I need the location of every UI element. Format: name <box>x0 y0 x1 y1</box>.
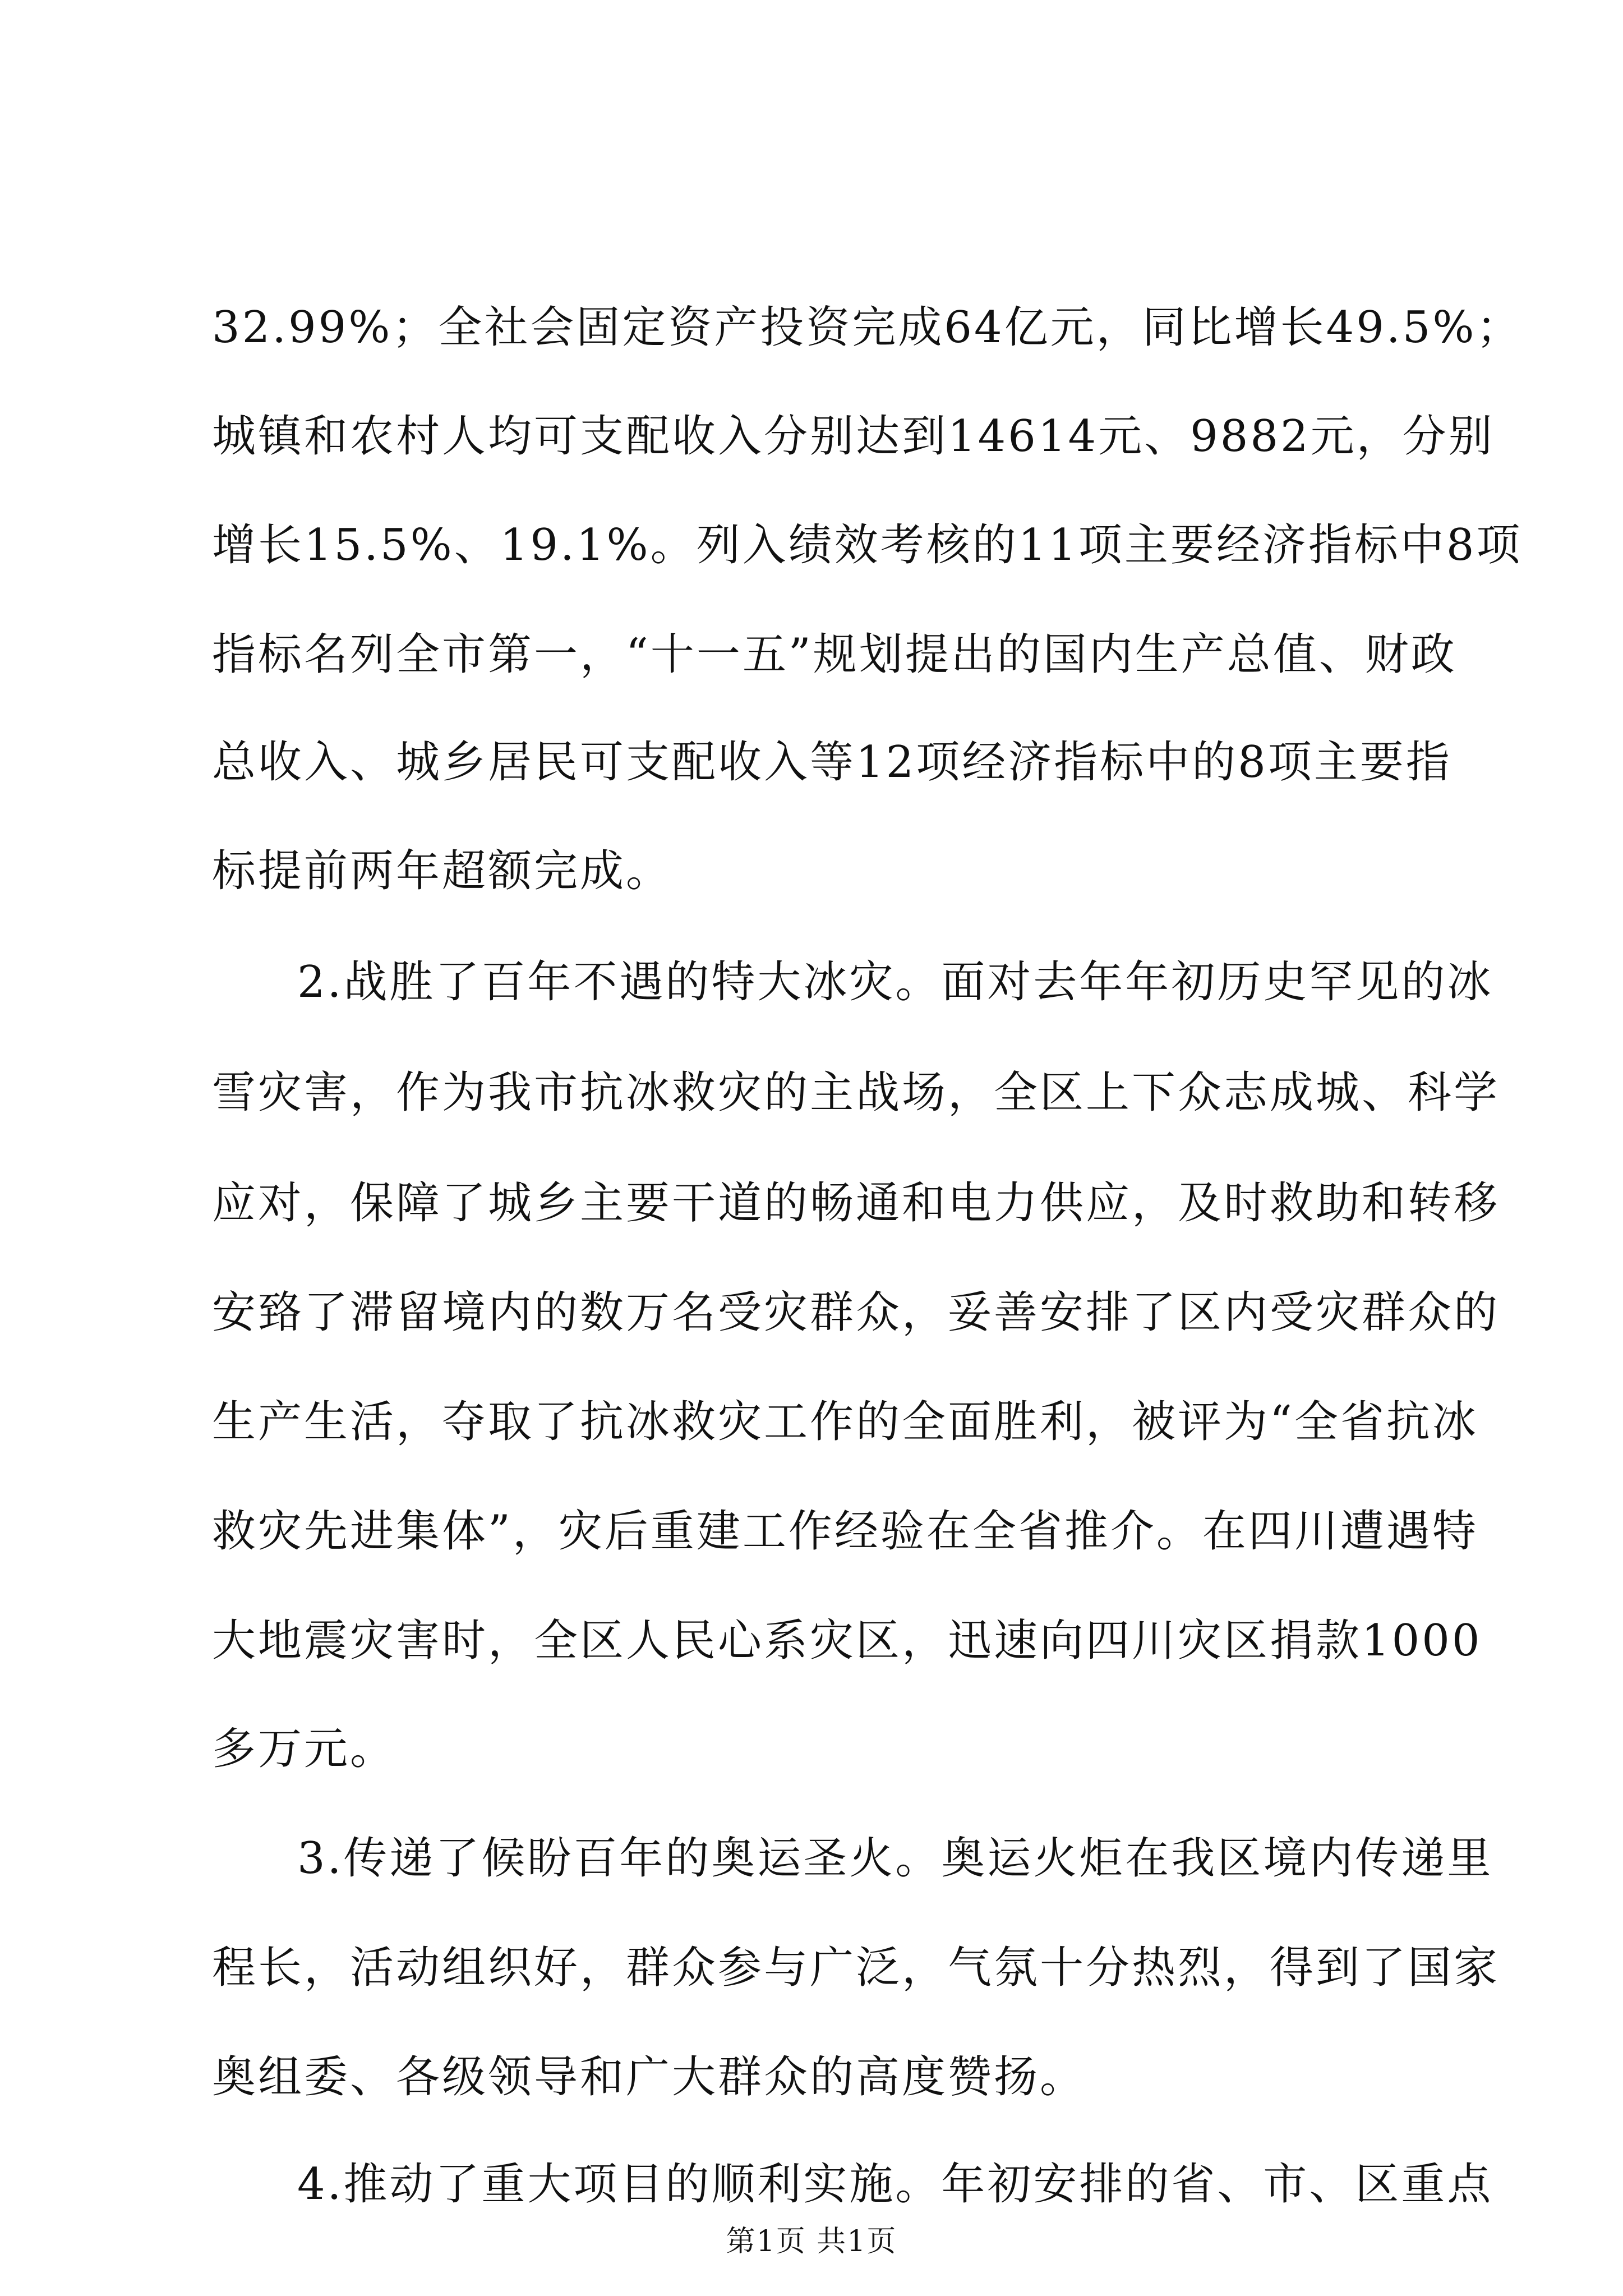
body-text-line: 增长15.5%、19.1%。列入绩效考核的11项主要经济指标中8项 <box>212 520 1523 570</box>
body-text-line: 应对，保障了城乡主要干道的畅通和电力供应，及时救助和转移 <box>212 1178 1500 1228</box>
body-text-line: 雪灾害，作为我市抗冰救灾的主战场，全区上下众志成城、科学 <box>212 1068 1500 1118</box>
body-text-line: 奥组委、各级领导和广大群众的高度赞扬。 <box>212 2052 1086 2102</box>
body-text-line: 总收入、城乡居民可支配收入等12项经济指标中的8项主要指 <box>212 737 1452 788</box>
body-text-line: 生产生活，夺取了抗冰救灾工作的全面胜利，被评为“全省抗冰 <box>212 1397 1478 1447</box>
paragraph-4-heading-line: 4.推动了重大项目的顺利实施。年初安排的省、市、区重点 <box>297 2159 1493 2210</box>
body-text-line: 安臵了滞留境内的数万名受灾群众，妥善安排了区内受灾群众的 <box>212 1287 1500 1338</box>
body-text-line: 程长，活动组织好，群众参与广泛，气氛十分热烈，得到了国家 <box>212 1943 1500 1993</box>
page-footer: 第1页 共1页 <box>726 2225 897 2258</box>
body-text-line: 城镇和农村人均可支配收入分别达到14614元、9882元，分别 <box>212 411 1495 462</box>
body-text-line: 32.99%；全社会固定资产投资完成64亿元，同比增长49.5%； <box>212 302 1523 353</box>
paragraph-2-heading-line: 2.战胜了百年不遇的特大冰灾。面对去年年初历史罕见的冰 <box>297 957 1493 1007</box>
body-text-line: 指标名列全市第一，“十一五”规划提出的国内生产总值、财政 <box>212 629 1457 680</box>
paragraph-3-heading-line: 3.传递了候盼百年的奥运圣火。奥运火炬在我区境内传递里 <box>297 1833 1493 1884</box>
body-text-line: 标提前两年超额完成。 <box>212 846 672 896</box>
body-text-line: 多万元。 <box>212 1724 396 1774</box>
body-text-line: 救灾先进集体”，灾后重建工作经验在全省推介。在四川遭遇特 <box>212 1506 1478 1557</box>
body-text-line: 大地震灾害时，全区人民心系灾区，迅速向四川灾区捐款1000 <box>212 1616 1482 1666</box>
